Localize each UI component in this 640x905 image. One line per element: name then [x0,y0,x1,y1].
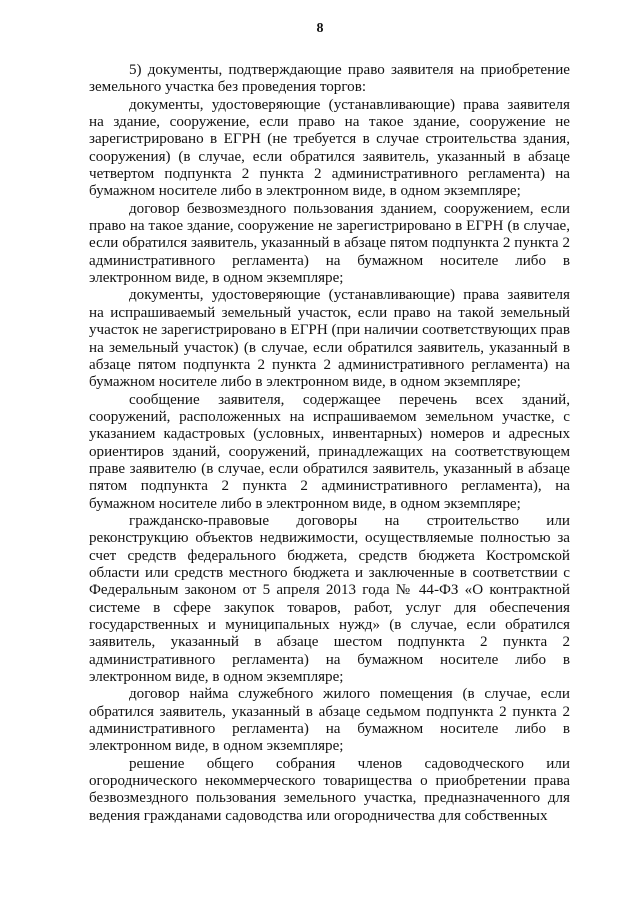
paragraph-construction-contracts: гражданско-правовые договоры на строительство или реконструкцию объектов недвижимости, осуществляемые полностью за счет средств федерального бюджета, средств бюджета Костромской области или средств местного бюджета и заключенные в соответствии с Федеральным законом от 5 апреля 2013 года № 44-ФЗ «О контрактной системе в сфере закупок товаров, работ, услуг для обеспечения государственных и муниципальных нужд» (в случае, если обратился заявитель, указанный в абзаце шестом подпункта 2 пункта 2 административного регламента) на бумажном носителе либо в электронном виде, в одном экземпляре; [89,512,570,686]
paragraph-free-use-agreement: договор безвозмездного пользования зданием, сооружением, если право на такое здание, сооружение не зарегистрировано в ЕГРН (в случае, если обратился заявитель, указанный в абзаце пятом подпункта 2 пункта 2 административного регламента) на бумажном носителе либо в электронном виде, в одном экземпляре; [89,200,570,287]
paragraph-building-rights: документы, удостоверяющие (устанавливающие) права заявителя на здание, сооружение, если право на такое здание, сооружение не зарегистрировано в ЕГРН (не требуется в случае строительства здания, сооружения) (в случае, если обратился заявитель, указанный в абзаце четвертом подпункта 2 пункта 2 административного регламента) на бумажном носителе либо в электронном виде, в одном экземпляре; [89,96,570,200]
paragraph-housing-lease: договор найма служебного жилого помещения (в случае, если обратился заявитель, указанный в абзаце седьмом подпункта 2 пункта 2 административного регламента) на бумажном носителе либо в электронном виде, в одном экземпляре; [89,686,570,755]
paragraph-intro: 5) документы, подтверждающие право заявителя на приобретение земельного участка без проведения торгов: [89,62,570,96]
paragraph-land-rights: документы, удостоверяющие (устанавливающие) права заявителя на испрашиваемый земельный участок, если право на такой земельный участок не зарегистрировано в ЕГРН (при наличии соответствующих прав на земельный участок) (в случае, если обратился заявитель, указанный в абзаце пятом подпункта 2 пункта 2 административного регламента) на бумажном носителе либо в электронном виде, в одном экземпляре; [89,287,570,391]
paragraph-garden-decision: решение общего собрания членов садоводческого или огороднического некоммерческого товарищества о приобретении права безвозмездного пользования земельного участка, предназначенного для ведения гражданами садоводства или огородничества для собственных [89,755,570,824]
paragraph-buildings-list: сообщение заявителя, содержащее перечень всех зданий, сооружений, расположенных на испрашиваемом земельном участке, с указанием кадастровых (условных, инвентарных) номеров и адресных ориентиров зданий, сооружений, принадлежащих на соответствующем праве заявителю (в случае, если обратился заявитель, указанный в абзаце пятом подпункта 2 пункта 2 административного регламента), на бумажном носителе либо в электронном виде, в одном экземпляре; [89,391,570,512]
page-number: 8 [316,21,324,36]
document-body [89,62,570,825]
